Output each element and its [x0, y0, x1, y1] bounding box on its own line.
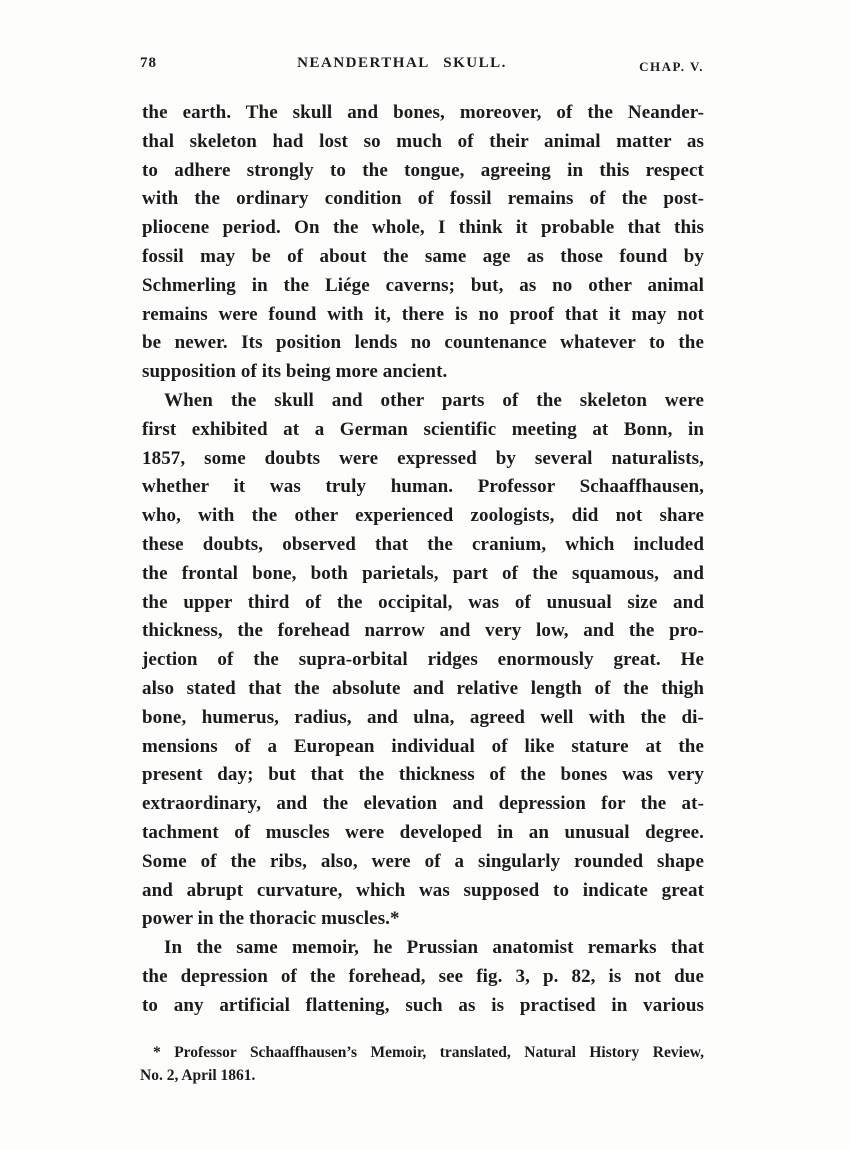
text-line: extraordinary, and the elevation and depression for the at-: [142, 793, 704, 815]
footnote-line: No. 2, April 1861.: [140, 1066, 256, 1084]
text-line: the upper third of the occipital, was of unusual size and: [142, 591, 704, 613]
text-line: tachment of muscles were developed in an unusual degree.: [142, 821, 704, 843]
text-line: mensions of a European individual of like stature at the: [142, 735, 704, 757]
running-title: NEANDERTHAL SKULL.: [297, 55, 507, 71]
text-line: In the same memoir, he Prussian anatomist remarks that: [164, 937, 704, 959]
text-line: first exhibited at a German scientific meeting at Bonn, in: [142, 418, 704, 440]
running-header: [140, 55, 704, 72]
text-line: fossil may be of about the same age as those found by: [142, 245, 704, 267]
text-line: with the ordinary condition of fossil remains of the post-: [142, 188, 704, 210]
text-line: power in the thoracic muscles.*: [142, 908, 400, 930]
text-line: who, with the other experienced zoologists, did not share: [142, 505, 704, 527]
text-line: jection of the supra-orbital ridges enormously great. He: [142, 649, 704, 671]
paragraph: [142, 934, 704, 1020]
text-line: present day; but that the thickness of the bones was very: [142, 764, 704, 786]
text-line: these doubts, observed that the cranium, which included: [142, 533, 704, 555]
text-line: the depression of the forehead, see fig. 3, p. 82, is not due: [142, 965, 704, 987]
text-line: to any artificial flattening, such as is practised in various: [142, 994, 704, 1016]
footnote-line: * Professor Schaaffhausen’s Memoir, translated, Natural History Review,: [153, 1044, 704, 1061]
paragraph: [142, 99, 704, 387]
text-line: and abrupt curvature, which was supposed to indicate great: [142, 879, 704, 901]
paragraph: [142, 387, 704, 934]
text-line: supposition of its being more ancient.: [142, 361, 448, 383]
text-line: remains were found with it, there is no proof that it may not: [142, 303, 704, 325]
text-line: the earth. The skull and bones, moreover, of the Neander-: [142, 102, 704, 123]
text-line: also stated that the absolute and relative length of the thigh: [142, 677, 704, 699]
text-line: the frontal bone, both parietals, part of the squamous, and: [142, 562, 704, 584]
text-line: Schmerling in the Liége caverns; but, as no other animal: [142, 274, 704, 296]
text-line: When the skull and other parts of the skeleton were: [164, 389, 704, 411]
text-line: to adhere strongly to the tongue, agreeing in this respect: [142, 159, 704, 181]
text-line: whether it was truly human. Professor Schaaffhausen,: [142, 476, 704, 498]
page-number: 78: [140, 55, 157, 71]
text-line: Some of the ribs, also, were of a singularly rounded shape: [142, 850, 704, 872]
text-line: pliocene period. On the whole, I think it probable that this: [142, 217, 704, 239]
text-line: bone, humerus, radius, and ulna, agreed well with the di-: [142, 706, 704, 728]
page-body: [142, 99, 704, 1021]
footnote: [140, 1042, 704, 1087]
text-line: 1857, some doubts were expressed by several naturalists,: [142, 447, 704, 469]
text-line: thickness, the forehead narrow and very low, and the pro-: [142, 620, 704, 642]
text-line: be newer. Its position lends no countenance whatever to the: [142, 332, 704, 354]
chapter-label: CHAP. V.: [639, 59, 704, 74]
text-line: thal skeleton had lost so much of their animal matter as: [142, 130, 704, 152]
